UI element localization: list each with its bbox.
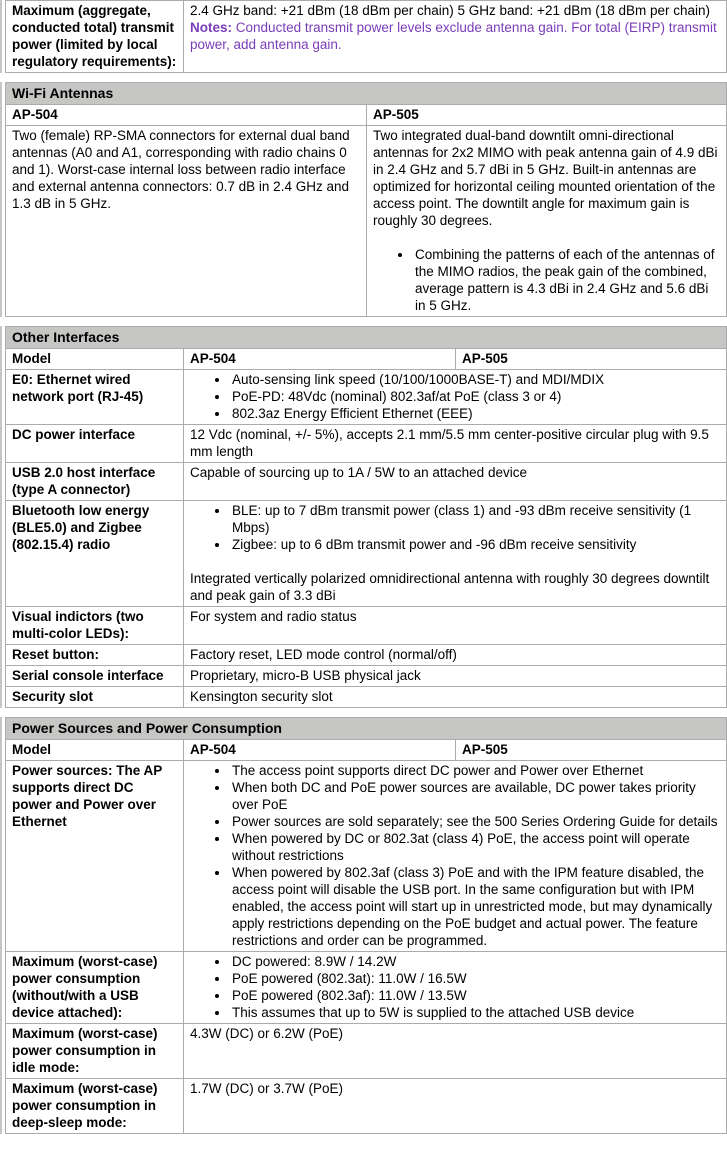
spec-value-cell bbox=[184, 501, 727, 607]
spec-value: For system and radio status bbox=[184, 607, 727, 645]
wifi-antennas-section bbox=[0, 82, 727, 317]
spec-value: 1.7W (DC) or 3.7W (PoE) bbox=[184, 1079, 727, 1134]
other-interfaces-table bbox=[5, 326, 727, 708]
bullet-item: • PoE powered (802.3af): 11.0W / 13.5W bbox=[230, 987, 720, 1004]
spec-label: Bluetooth low energy (BLE5.0) and Zigbee (802.15.4) radio bbox=[6, 501, 184, 607]
section-header-row bbox=[6, 83, 727, 105]
column-header-model: Model bbox=[6, 740, 184, 761]
column-header-row bbox=[6, 105, 727, 126]
power-table bbox=[5, 717, 727, 1134]
table-row bbox=[6, 1, 727, 73]
column-header-row bbox=[6, 740, 727, 761]
spec-value-cell bbox=[184, 370, 727, 425]
spec-label: DC power interface bbox=[6, 425, 184, 463]
spec-label: Reset button: bbox=[6, 645, 184, 666]
section-header-row bbox=[6, 327, 727, 349]
bullet-item: • BLE: up to 7 dBm transmit power (class 1) and -93 dBm receive sensitivity (1 Mbps) bbox=[230, 502, 720, 536]
spec-bullets bbox=[190, 762, 720, 949]
notes-text: Conducted transmit power levels exclude antenna gain. For total (EIRP) transmit power, add antenna gain. bbox=[190, 20, 717, 52]
spec-label: Maximum (aggregate, conducted total) transmit power (limited by local regulatory requirements): bbox=[6, 1, 184, 73]
bullet-item: • When powered by DC or 802.3at (class 4) PoE, the access point will operate without restrictions bbox=[230, 830, 720, 864]
power-section bbox=[0, 717, 727, 1134]
transmit-power-table bbox=[5, 0, 727, 73]
spec-value: 12 Vdc (nominal, +/- 5%), accepts 2.1 mm/5.5 mm center-positive circular plug with 9.5 mm length bbox=[184, 425, 727, 463]
spec-label: USB 2.0 host interface (type A connector) bbox=[6, 463, 184, 501]
spec-label: Maximum (worst-case) power consumption in idle mode: bbox=[6, 1024, 184, 1079]
table-row bbox=[6, 645, 727, 666]
table-row bbox=[6, 666, 727, 687]
spec-label: Serial console interface bbox=[6, 666, 184, 687]
table-row bbox=[6, 1079, 727, 1134]
notes-paragraph bbox=[190, 19, 720, 53]
bullet-item: • 802.3az Energy Efficient Ethernet (EEE) bbox=[230, 405, 720, 422]
column-header-row bbox=[6, 349, 727, 370]
spec-bullets bbox=[190, 953, 720, 1021]
bullet-item: • Power sources are sold separately; see the 500 Series Ordering Guide for details bbox=[230, 813, 720, 830]
table-row bbox=[6, 501, 727, 607]
column-header-ap504: AP-504 bbox=[184, 740, 456, 761]
table-row bbox=[6, 370, 727, 425]
column-header-ap504: AP-504 bbox=[184, 349, 456, 370]
section-header-row bbox=[6, 718, 727, 740]
spec-label: Security slot bbox=[6, 687, 184, 708]
ap504-antenna-text: Two (female) RP-SMA connectors for external dual band antennas (A0 and A1, corresponding with radio chains 0 and 1). Worst-case internal loss between radio interface and external antenna connectors: 0.7 dB in 2.4 GHz and 1.3 dB in 5 GHz. bbox=[12, 128, 350, 211]
table-row bbox=[6, 607, 727, 645]
other-interfaces-section bbox=[0, 326, 727, 708]
spec-label: E0: Ethernet wired network port (RJ-45) bbox=[6, 370, 184, 425]
spec-value: Factory reset, LED mode control (normal/off) bbox=[184, 645, 727, 666]
ap505-antenna-bullets bbox=[373, 246, 720, 314]
bullet-item: • The access point supports direct DC power and Power over Ethernet bbox=[230, 762, 720, 779]
spec-label: Maximum (worst-case) power consumption (without/with a USB device attached): bbox=[6, 952, 184, 1024]
section-title: Wi-Fi Antennas bbox=[6, 83, 727, 105]
spec-value-cell bbox=[184, 1, 727, 73]
ap505-antenna-cell bbox=[367, 126, 727, 317]
table-row bbox=[6, 463, 727, 501]
spec-value-cell bbox=[184, 761, 727, 952]
column-header-model: Model bbox=[6, 349, 184, 370]
spec-value-cell bbox=[184, 952, 727, 1024]
bullet-item: • When both DC and PoE power sources are available, DC power takes priority over PoE bbox=[230, 779, 720, 813]
section-title: Other Interfaces bbox=[6, 327, 727, 349]
section-title: Power Sources and Power Consumption bbox=[6, 718, 727, 740]
bullet-item: • When powered by 802.3af (class 3) PoE and with the IPM feature disabled, the access point will disable the USB port. In the same configuration but with IPM enabled, the access point will start up in unrestricted mode, but may dynamically apply restrictions depending on the PoE budget and actual power. The feature restrictions and order can be programmed. bbox=[230, 864, 720, 949]
bullet-item: • Auto-sensing link speed (10/100/1000BASE-T) and MDI/MDIX bbox=[230, 371, 720, 388]
spec-value: 4.3W (DC) or 6.2W (PoE) bbox=[184, 1024, 727, 1079]
column-header-ap505: AP-505 bbox=[367, 105, 727, 126]
table-row bbox=[6, 687, 727, 708]
bullet-item: • DC powered: 8.9W / 14.2W bbox=[230, 953, 720, 970]
table-row bbox=[6, 761, 727, 952]
transmit-power-table-section bbox=[0, 0, 727, 73]
spec-after-text: Integrated vertically polarized omnidirectional antenna with roughly 30 degrees downtilt and peak gain of 3.3 dBi bbox=[190, 571, 710, 603]
spec-value: Capable of sourcing up to 1A / 5W to an attached device bbox=[184, 463, 727, 501]
column-header-ap505: AP-505 bbox=[456, 740, 727, 761]
spec-label: Visual indictors (two multi-color LEDs): bbox=[6, 607, 184, 645]
column-header-ap505: AP-505 bbox=[456, 349, 727, 370]
bullet-item: • PoE powered (802.3at): 11.0W / 16.5W bbox=[230, 970, 720, 987]
table-row bbox=[6, 126, 727, 317]
spec-bullets bbox=[190, 502, 720, 553]
notes-label: Notes: bbox=[190, 20, 233, 35]
spec-label: Maximum (worst-case) power consumption in deep-sleep mode: bbox=[6, 1079, 184, 1134]
spec-label: Power sources: The AP supports direct DC power and Power over Ethernet bbox=[6, 761, 184, 952]
bullet-item: • This assumes that up to 5W is supplied to the attached USB device bbox=[230, 1004, 720, 1021]
bullet-item: • Combining the patterns of each of the antennas of the MIMO radios, the peak gain of the combined, average pattern is 4.3 dBi in 2.4 GHz and 5.6 dBi in 5 GHz. bbox=[413, 246, 720, 314]
bullet-item: • Zigbee: up to 6 dBm transmit power and -96 dBm receive sensitivity bbox=[230, 536, 720, 553]
column-header-ap504: AP-504 bbox=[6, 105, 367, 126]
bullet-item: • PoE-PD: 48Vdc (nominal) 802.3af/at PoE (class 3 or 4) bbox=[230, 388, 720, 405]
spec-value: Proprietary, micro-B USB physical jack bbox=[184, 666, 727, 687]
wifi-antennas-table bbox=[5, 82, 727, 317]
ap505-antenna-text: Two integrated dual-band downtilt omni-directional antennas for 2x2 MIMO with peak antenna gain of 4.9 dBi in 2.4 GHz and 5.7 dBi in 5 GHz. Built-in antennas are optimized for horizontal ceiling mounted orientation of the access point. The downtilt angle for maximum gain is roughly 30 degrees. bbox=[373, 128, 718, 228]
table-row bbox=[6, 952, 727, 1024]
spec-value: Kensington security slot bbox=[184, 687, 727, 708]
table-row bbox=[6, 1024, 727, 1079]
table-row bbox=[6, 425, 727, 463]
spec-value: 2.4 GHz band: +21 dBm (18 dBm per chain) 5 GHz band: +21 dBm (18 dBm per chain) bbox=[190, 3, 711, 18]
ap504-antenna-cell bbox=[6, 126, 367, 317]
spec-bullets bbox=[190, 371, 720, 422]
